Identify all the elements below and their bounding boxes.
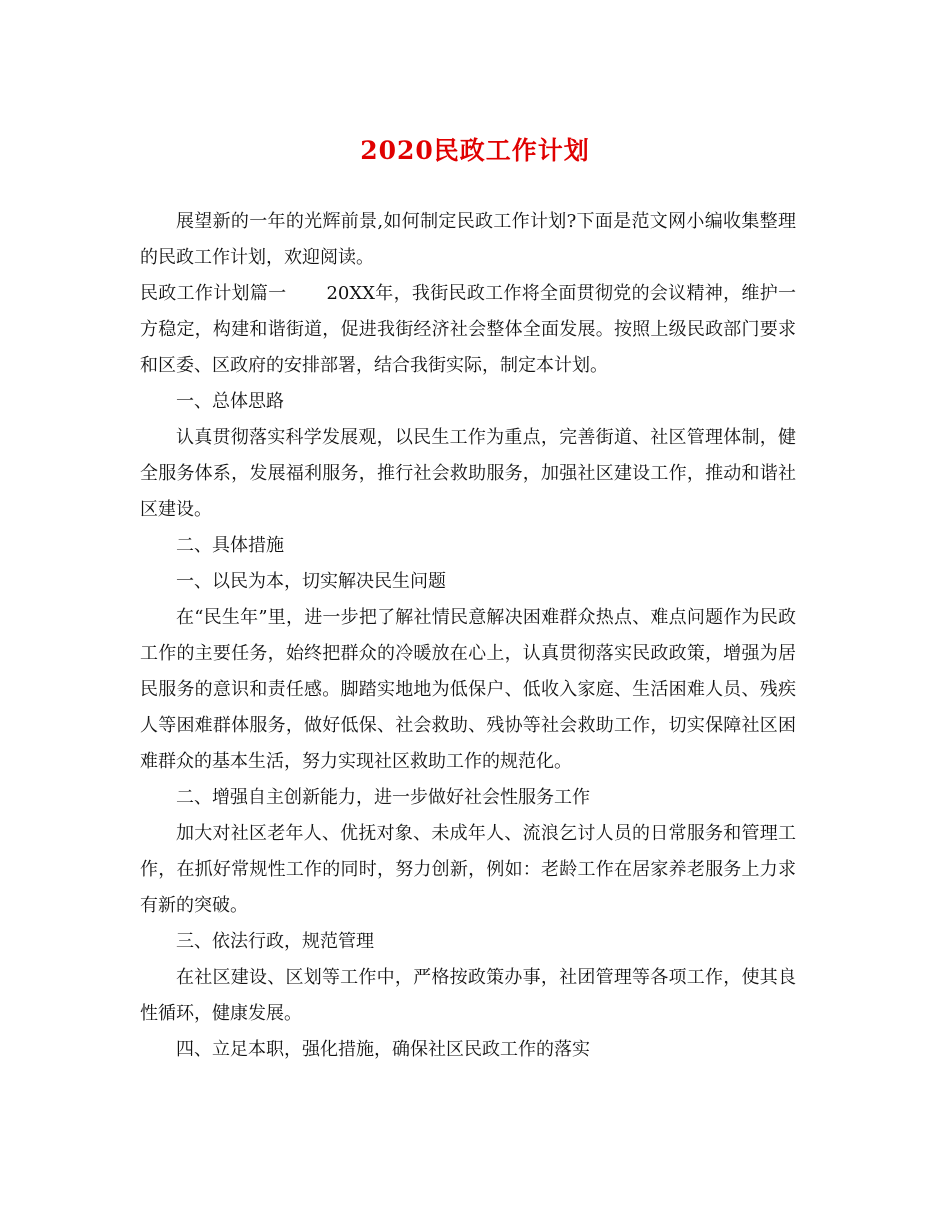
- heading-overall-idea: 一、总体思路: [176, 391, 284, 412]
- paragraph-people-oriented: 在“民生年”里，进一步把了解社情民意解决困难群众热点、难点问题作为民政工作的主要任务，始终把群众的冷暖放在心上，认真贯彻落实民政政策，增强为居民服务的意识和责任感。脚踏实地地为低保户、低收入家庭、生活困难人员、残疾人等困难群体服务，做好低保、社会救助、残协等社会救助工作，切实保障社区困难群众的基本生活，努力实现社区救助工作的规范化。: [140, 607, 796, 772]
- paragraph-plan-one-text: 20XX年，我街民政工作将全面贯彻党的会议精神，维护一方稳定，构建和谐街道，促进我街经济社会整体全面发展。按照上级民政部门要求和区委、区政府的安排部署，结合我街实际，制定本计划。: [140, 283, 797, 376]
- heading-law-administration: 三、依法行政，规范管理: [176, 931, 374, 952]
- heading-implementation: 四、立足本职，强化措施，确保社区民政工作的落实: [176, 1039, 590, 1060]
- document-body: [140, 204, 796, 1068]
- paragraph-plan-one: [140, 276, 796, 384]
- paragraph-law-administration: 在社区建设、区划等工作中，严格按政策办事，社团管理等各项工作，使其良性循环，健康发展。: [140, 967, 796, 1024]
- heading-specific-measures: 二、具体措施: [176, 535, 284, 556]
- paragraph-intro: 展望新的一年的光辉前景,如何制定民政工作计划?下面是范文网小编收集整理的民政工作计划，欢迎阅读。: [140, 211, 796, 268]
- section-label: 民政工作计划篇一: [140, 283, 287, 304]
- document-title: 2020民政工作计划: [360, 136, 590, 165]
- paragraph-innovation: 加大对社区老年人、优抚对象、未成年人、流浪乞讨人员的日常服务和管理工作，在抓好常规性工作的同时，努力创新，例如：老龄工作在居家养老服务上力求有新的突破。: [140, 823, 796, 916]
- paragraph-overall-idea: 认真贯彻落实科学发展观，以民生工作为重点，完善街道、社区管理体制，健全服务体系，发展福利服务，推行社会救助服务，加强社区建设工作，推动和谐社区建设。: [140, 427, 796, 520]
- heading-innovation: 二、增强自主创新能力，进一步做好社会性服务工作: [176, 787, 590, 808]
- heading-people-oriented: 一、以民为本，切实解决民生问题: [176, 571, 446, 592]
